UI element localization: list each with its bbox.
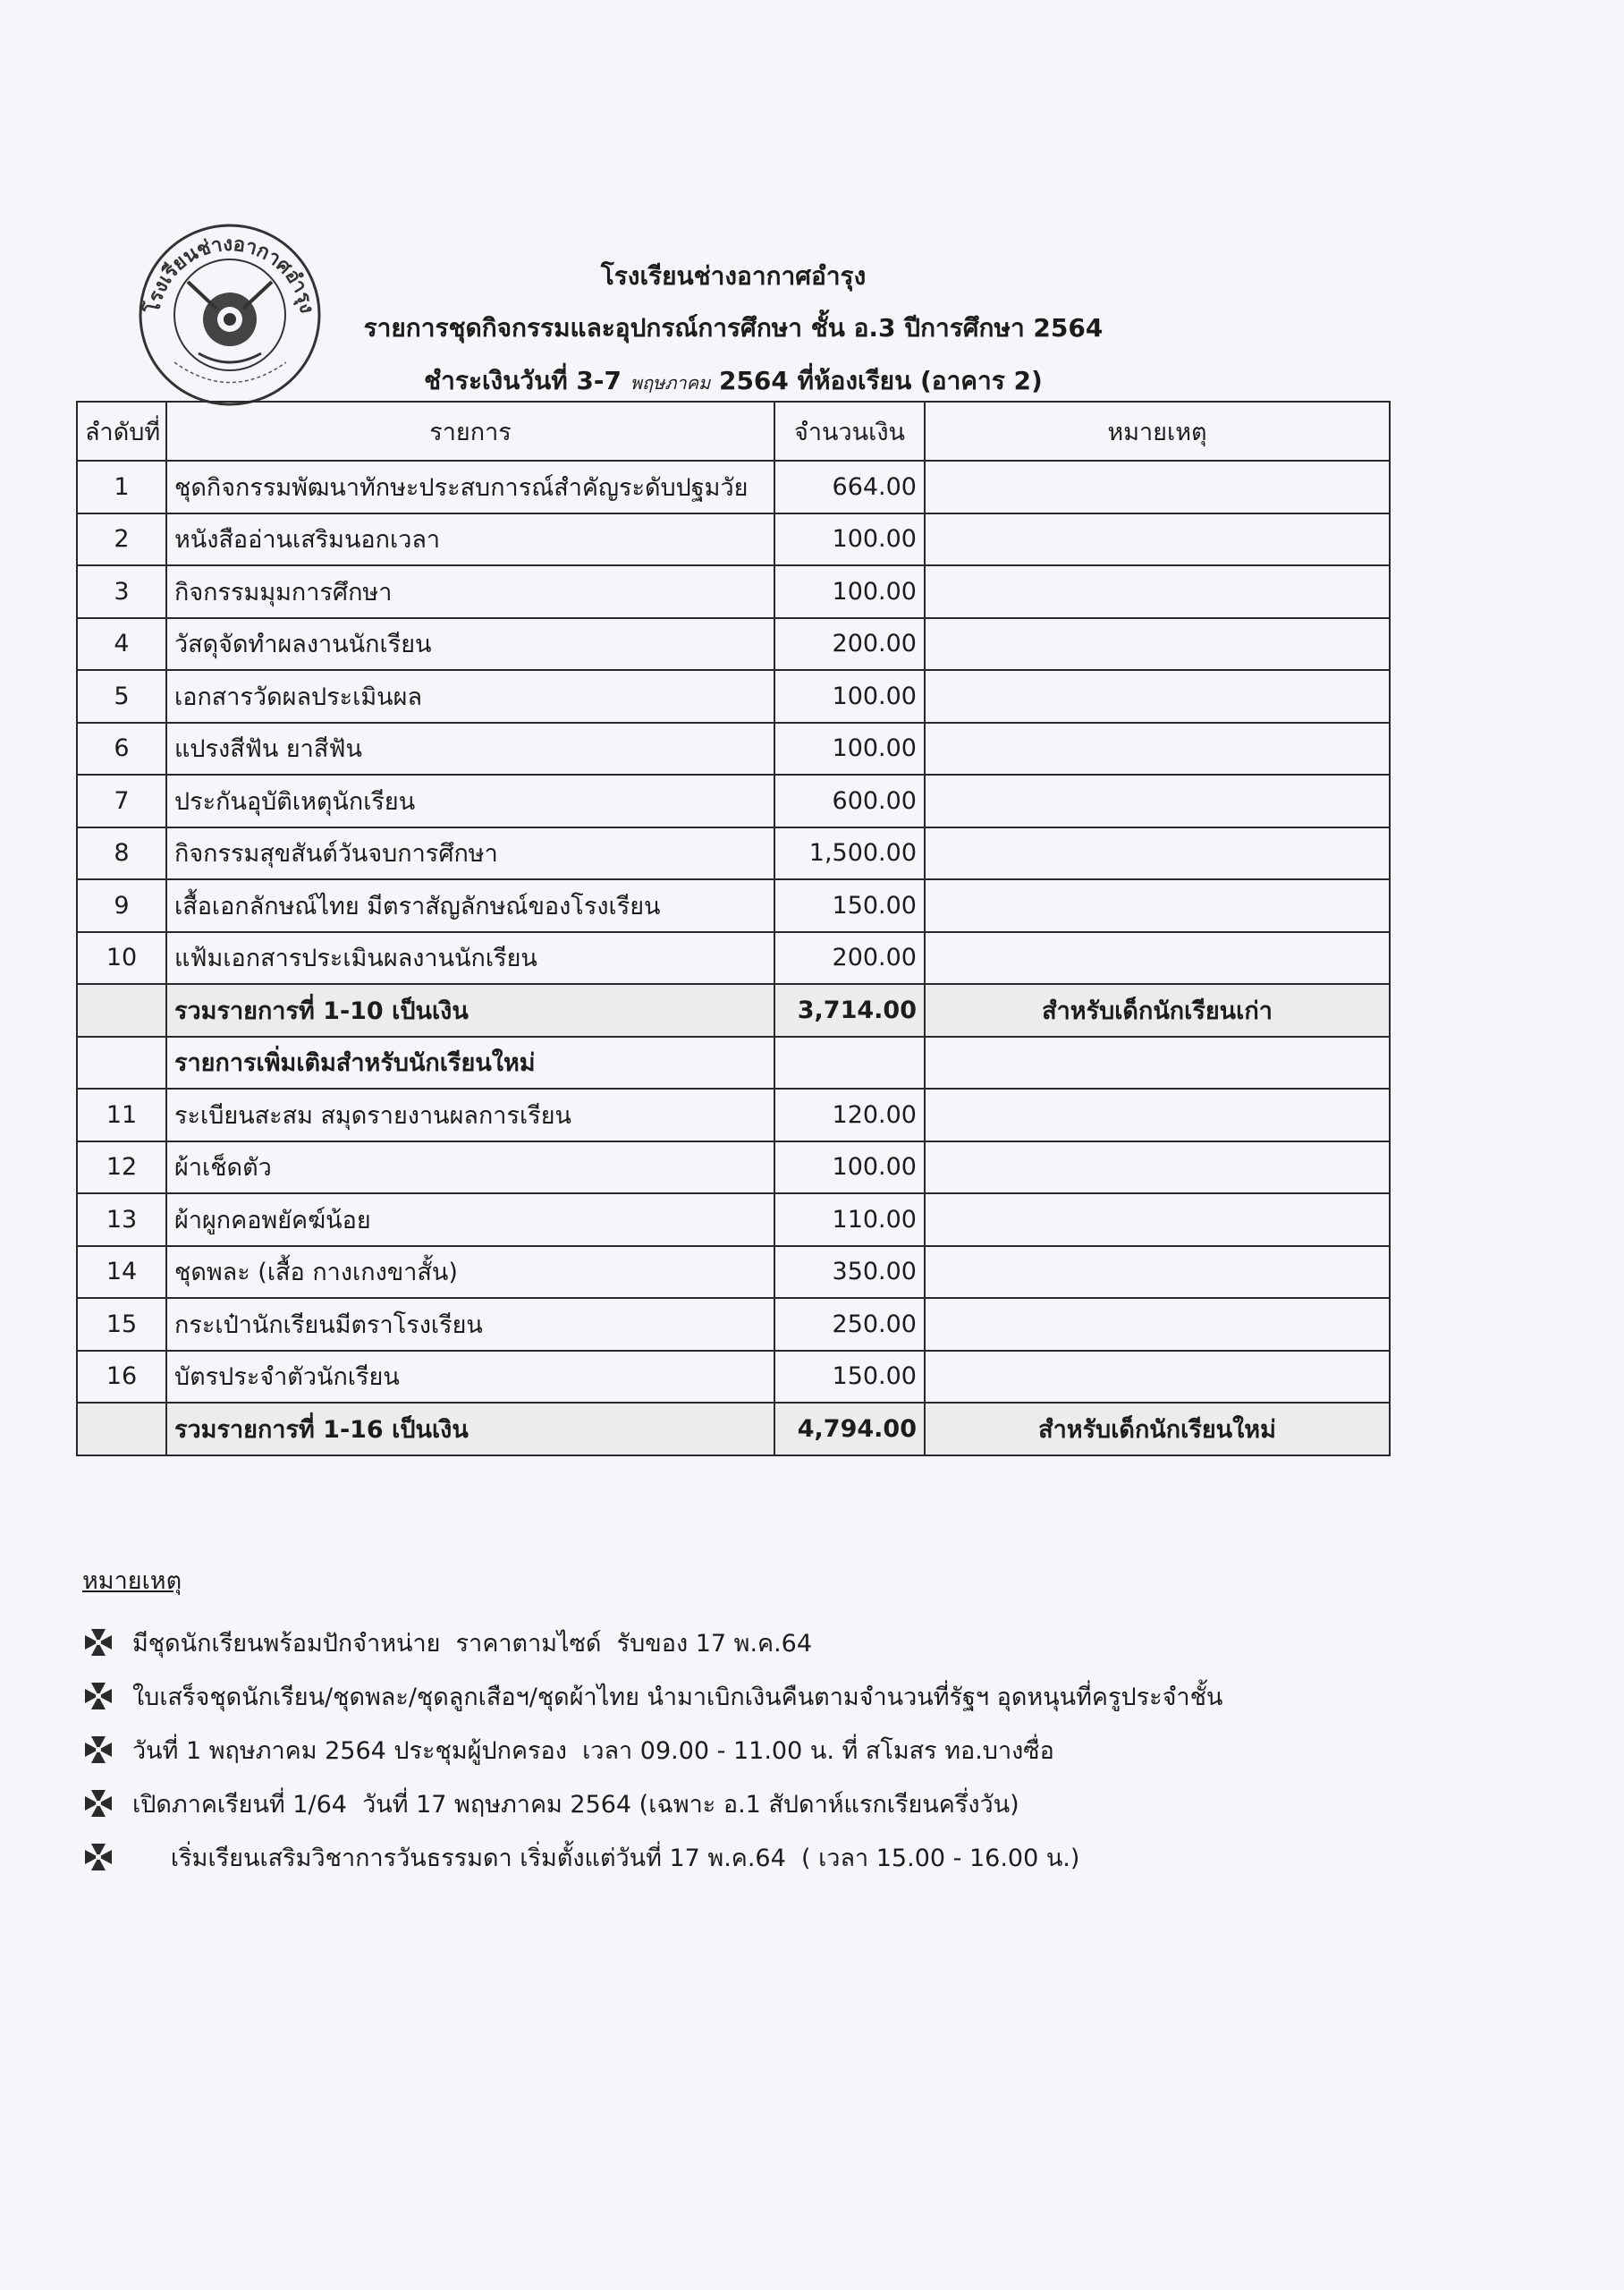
row-amount: 150.00: [774, 879, 925, 932]
table-row: [77, 932, 1390, 985]
row-note: [925, 1089, 1390, 1141]
table-row: [77, 461, 1390, 513]
row-amount: 150.00: [774, 1351, 925, 1404]
table-row: [77, 565, 1390, 618]
maltese-cross-icon: [82, 1680, 114, 1712]
row-amount: 200.00: [774, 932, 925, 985]
row-note: [925, 723, 1390, 776]
row-item: กิจกรรมสุขสันต์วันจบการศึกษา: [166, 827, 774, 880]
table-row: [77, 1141, 1390, 1194]
row-note: [925, 1037, 1390, 1090]
table-header-row: [77, 402, 1390, 461]
row-item: วัสดุจัดทำผลงานนักเรียน: [166, 618, 774, 671]
note-text: มีชุดนักเรียนพร้อมปักจำหน่าย ราคาตามไซด์ รับของ 17 พ.ค.64: [132, 1629, 813, 1658]
row-note: [925, 827, 1390, 880]
row-amount: 4,794.00: [774, 1403, 925, 1455]
row-note: [925, 1298, 1390, 1351]
row-note: [925, 670, 1390, 723]
table-row: [77, 1246, 1390, 1299]
table-body: [77, 461, 1390, 1455]
col-header-note: หมายเหตุ: [925, 402, 1390, 461]
row-amount: 664.00: [774, 461, 925, 513]
table-row: [77, 670, 1390, 723]
table-row: [77, 618, 1390, 671]
row-number: 6: [77, 723, 166, 776]
row-amount: 200.00: [774, 618, 925, 671]
row-note: [925, 461, 1390, 513]
fee-table: [76, 401, 1391, 1456]
maltese-cross-icon: [82, 1841, 114, 1873]
row-amount: 110.00: [774, 1193, 925, 1246]
table-row: [77, 1403, 1390, 1455]
row-amount: 100.00: [774, 513, 925, 566]
row-number: 1: [77, 461, 166, 513]
row-note: [925, 618, 1390, 671]
row-number: [77, 984, 166, 1037]
row-item: กระเป๋านักเรียนมีตราโรงเรียน: [166, 1298, 774, 1351]
row-number: 8: [77, 827, 166, 880]
row-amount: 100.00: [774, 565, 925, 618]
row-number: 16: [77, 1351, 166, 1404]
row-note: สำหรับเด็กนักเรียนใหม่: [925, 1403, 1390, 1455]
note-item: [82, 1616, 1222, 1669]
row-note: [925, 1193, 1390, 1246]
row-number: 14: [77, 1246, 166, 1299]
notes-list: [82, 1616, 1222, 1884]
row-item: รวมรายการที่ 1-16 เป็นเงิน: [166, 1403, 774, 1455]
table-row: [77, 1351, 1390, 1404]
row-amount: 100.00: [774, 1141, 925, 1194]
school-seal-logo: [134, 219, 326, 411]
row-note: [925, 565, 1390, 618]
note-item: [82, 1669, 1222, 1723]
payment-date-suffix: 2564 ที่ห้องเรียน (อาคาร 2): [718, 366, 1043, 395]
row-note: [925, 1246, 1390, 1299]
table-row: [77, 984, 1390, 1037]
row-number: 3: [77, 565, 166, 618]
row-item: เอกสารวัดผลประเมินผล: [166, 670, 774, 723]
row-number: 7: [77, 775, 166, 827]
row-item: แฟ้มเอกสารประเมินผลงานนักเรียน: [166, 932, 774, 985]
table-row: [77, 1089, 1390, 1141]
row-amount: 100.00: [774, 670, 925, 723]
row-item: ชุดพละ (เสื้อ กางเกงขาสั้น): [166, 1246, 774, 1299]
table-row: [77, 1298, 1390, 1351]
row-amount: 350.00: [774, 1246, 925, 1299]
note-text: เปิดภาคเรียนที่ 1/64 วันที่ 17 พฤษภาคม 2564 (เฉพาะ อ.1 สัปดาห์แรกเรียนครึ่งวัน): [132, 1790, 1019, 1819]
note-item: [82, 1830, 1222, 1884]
row-note: [925, 1141, 1390, 1194]
col-header-amount: จำนวนเงิน: [774, 402, 925, 461]
row-item: เสื้อเอกลักษณ์ไทย มีตราสัญลักษณ์ของโรงเรียน: [166, 879, 774, 932]
table-row: [77, 513, 1390, 566]
row-number: 2: [77, 513, 166, 566]
row-amount: [774, 1037, 925, 1090]
row-number: 9: [77, 879, 166, 932]
row-number: 15: [77, 1298, 166, 1351]
maltese-cross-icon: [82, 1734, 114, 1766]
row-note: [925, 775, 1390, 827]
note-item: [82, 1777, 1222, 1830]
row-note: [925, 879, 1390, 932]
document-title: รายการชุดกิจกรรมและอุปกรณ์การศึกษา ชั้น อ.3 ปีการศึกษา 2564: [363, 313, 1104, 343]
row-amount: 3,714.00: [774, 984, 925, 1037]
row-amount: 120.00: [774, 1089, 925, 1141]
payment-date-prefix: ชำระเงินวันที่ 3-7: [424, 366, 622, 395]
col-header-no: ลำดับที่: [77, 402, 166, 461]
row-item: ชุดกิจกรรมพัฒนาทักษะประสบการณ์สำคัญระดับปฐมวัย: [166, 461, 774, 513]
payment-month-handwritten: พฤษภาคม: [630, 372, 711, 394]
notes-section: [82, 1561, 1222, 1884]
row-number: 10: [77, 932, 166, 985]
row-number: 5: [77, 670, 166, 723]
row-item: บัตรประจำตัวนักเรียน: [166, 1351, 774, 1404]
row-note: สำหรับเด็กนักเรียนเก่า: [925, 984, 1390, 1037]
note-text: เริ่มเรียนเสริมวิชาการวันธรรมดา เริ่มตั้งแต่วันที่ 17 พ.ค.64 ( เวลา 15.00 - 16.00 น.): [132, 1844, 1080, 1872]
row-item: กิจกรรมมุมการศึกษา: [166, 565, 774, 618]
table-row: [77, 1193, 1390, 1246]
row-item: ระเบียนสะสม สมุดรายงานผลการเรียน: [166, 1089, 774, 1141]
row-amount: 250.00: [774, 1298, 925, 1351]
row-number: 4: [77, 618, 166, 671]
row-amount: 1,500.00: [774, 827, 925, 880]
row-number: [77, 1403, 166, 1455]
maltese-cross-icon: [82, 1626, 114, 1658]
maltese-cross-icon: [82, 1787, 114, 1819]
col-header-item: รายการ: [166, 402, 774, 461]
note-text: ใบเสร็จชุดนักเรียน/ชุดพละ/ชุดลูกเสือฯ/ชุดผ้าไทย นำมาเบิกเงินคืนตามจำนวนที่รัฐฯ อุดหนุนที่ครูประจำชั้น: [132, 1683, 1223, 1711]
row-item: รวมรายการที่ 1-10 เป็นเงิน: [166, 984, 774, 1037]
row-number: [77, 1037, 166, 1090]
row-number: 12: [77, 1141, 166, 1194]
table-row: [77, 1037, 1390, 1090]
row-number: 11: [77, 1089, 166, 1141]
row-item: แปรงสีฟัน ยาสีฟัน: [166, 723, 774, 776]
row-number: 13: [77, 1193, 166, 1246]
notes-title: หมายเหตุ: [82, 1567, 182, 1595]
row-amount: 100.00: [774, 723, 925, 776]
payment-date: [349, 361, 1118, 401]
note-text: วันที่ 1 พฤษภาคม 2564 ประชุมผู้ปกครอง เวลา 09.00 - 11.00 น. ที่ สโมสร ทอ.บางซื่อ: [132, 1736, 1054, 1765]
row-note: [925, 1351, 1390, 1404]
table-row: [77, 879, 1390, 932]
table-row: [77, 775, 1390, 827]
row-item: รายการเพิ่มเติมสำหรับนักเรียนใหม่: [166, 1037, 774, 1090]
svg-text:โรงเรียนช่างอากาศอำรุง: โรงเรียนช่างอากาศอำรุง: [141, 233, 318, 316]
row-item: หนังสืออ่านเสริมนอกเวลา: [166, 513, 774, 566]
note-item: [82, 1723, 1222, 1777]
row-item: ประกันอุบัติเหตุนักเรียน: [166, 775, 774, 827]
row-amount: 600.00: [774, 775, 925, 827]
row-note: [925, 513, 1390, 566]
table-row: [77, 723, 1390, 776]
table-row: [77, 827, 1390, 880]
row-note: [925, 932, 1390, 985]
school-name: โรงเรียนช่างอากาศอำรุง: [600, 261, 867, 291]
row-item: ผ้าผูกคอพยัคฆ์น้อย: [166, 1193, 774, 1246]
row-item: ผ้าเช็ดตัว: [166, 1141, 774, 1194]
